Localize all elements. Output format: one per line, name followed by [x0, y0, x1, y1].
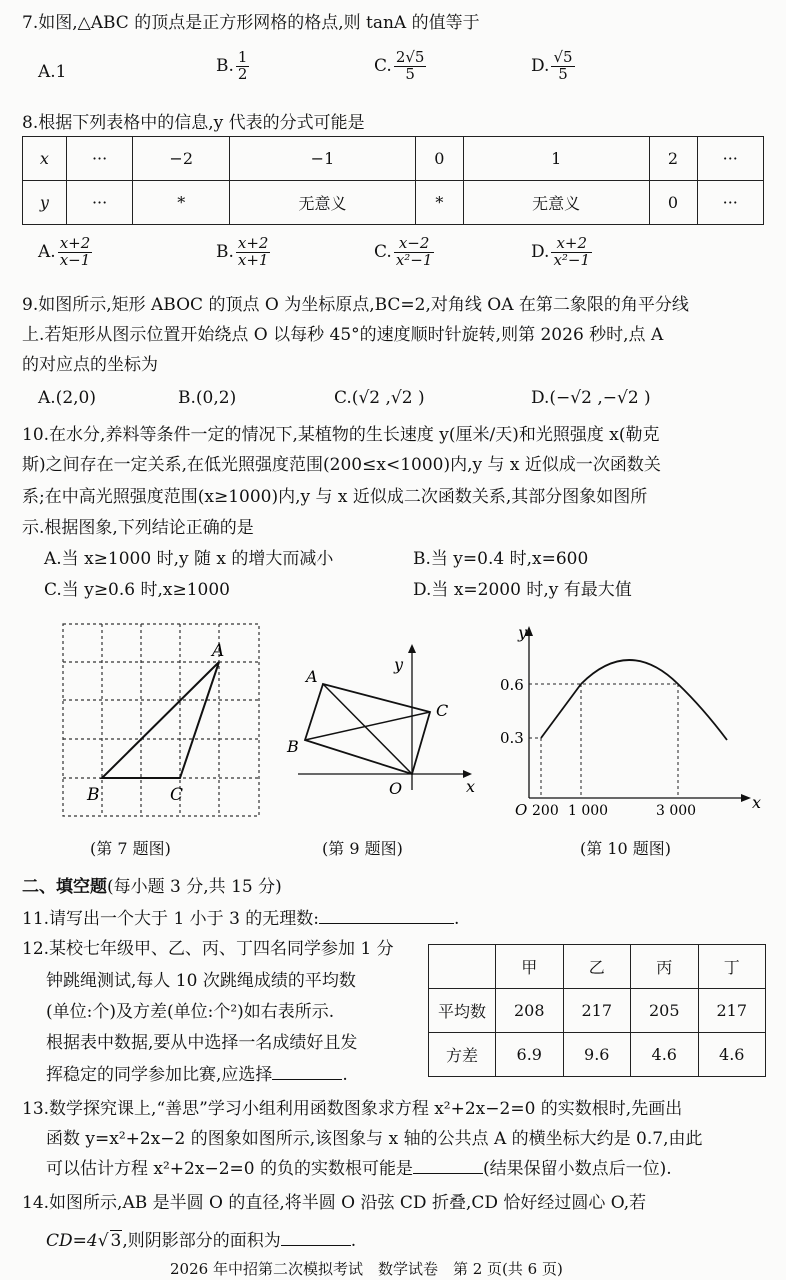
table-cell: 甲 [496, 945, 564, 989]
q9-line3: 的对应点的坐标为 [22, 355, 158, 375]
q8-a-num: x+2 [59, 234, 91, 252]
q8-b-den: x+1 [237, 250, 269, 269]
q7-c-num: 2√5 [395, 48, 425, 66]
q10-option-b: B.当 y=0.4 时,x=600 [413, 549, 589, 569]
radical-icon: √ [97, 1231, 109, 1251]
table-cell: 6.9 [496, 1033, 564, 1077]
q14-end: . [350, 1231, 357, 1251]
table-cell: ··· [697, 137, 764, 181]
q7-option-b [216, 50, 249, 83]
q10-line1: 10.在水分,养料等条件一定的情况下,某植物的生长速度 y(厘米/天)和光照强度 x(勒克 [22, 425, 660, 445]
q13-line2: 函数 y=x²+2x−2 的图象如图所示,该图象与 x 轴的公共点 A 的横坐标大约是 0.7,由此 [46, 1129, 703, 1149]
q8-d-num: x+2 [551, 236, 592, 253]
fig7-diagram [50, 618, 280, 818]
q8-d-den: x²−1 [553, 250, 591, 269]
q8-b-num: x+2 [237, 234, 269, 252]
q12-table-header [429, 945, 766, 989]
q7-stem: 7.如图,△ABC 的顶点是正方形网格的格点,则 tanA 的值等于 [22, 13, 480, 33]
q13-line3-note: (结果保留小数点后一位). [482, 1159, 672, 1179]
q7-option-c [374, 50, 426, 83]
fig9-y-arrow-icon [408, 644, 416, 653]
page-footer: 2026 年中招第二次模拟考试 数学试卷 第 2 页(共 6 页) [170, 1260, 563, 1278]
section-2-heading [22, 872, 282, 897]
q8-option-a [38, 236, 92, 269]
table-cell: 乙 [563, 945, 631, 989]
q12-line1: 12.某校七年级甲、乙、丙、丁四名同学参加 1 分 [22, 939, 394, 959]
q8-c-den: x²−1 [395, 250, 433, 269]
q9-option-d: D.(−√2 ,−√2 ) [531, 388, 651, 408]
q8-row-y [23, 181, 764, 225]
fig10-label-y: y [518, 623, 528, 642]
q7-option-a: A.1 [38, 62, 67, 82]
fig10-parabola [581, 660, 727, 740]
q10-option-c: C.当 y≥0.6 时,x≥1000 [44, 580, 230, 600]
q11 [22, 904, 459, 929]
q11-text: 11.请写出一个大于 1 小于 3 的无理数: [22, 909, 320, 929]
q12-answer-blank[interactable] [272, 1079, 342, 1080]
table-cell: ··· [66, 181, 132, 225]
table-cell: −2 [133, 137, 230, 181]
q13-answer-blank[interactable] [413, 1173, 483, 1174]
fig10-xtick-200: 200 [532, 803, 559, 818]
q12-line3: (单位:个)及方差(单位:个²)如右表所示. [46, 1002, 335, 1022]
q8-d-prefix: D. [531, 241, 550, 262]
q9-option-a: A.(2,0) [38, 388, 96, 408]
fig7-label-b: B [87, 785, 100, 805]
fig7-label-c: C [170, 785, 184, 805]
q13-line3-text: 可以估计方程 x²+2x−2=0 的负的实数根可能是 [46, 1159, 413, 1179]
table-cell: 平均数 [429, 989, 496, 1033]
fig9-label-c: C [436, 701, 449, 720]
table-cell: 丁 [698, 945, 766, 989]
table-cell: 丙 [631, 945, 699, 989]
q12-row-mean [429, 989, 766, 1033]
q14-line2-text: ,则阴影部分的面积为 [122, 1231, 281, 1251]
fig10-ytick-06: 0.6 [500, 676, 524, 694]
fig10-diagram [498, 622, 768, 818]
fig10-linear-segment [541, 684, 581, 738]
q7-d-num: √5 [553, 48, 573, 66]
q9-option-b: B.(0,2) [178, 388, 237, 408]
q8-table [22, 136, 764, 225]
table-cell: y [23, 181, 67, 225]
table-cell: 1 [463, 137, 649, 181]
q10-option-d: D.当 x=2000 时,y 有最大值 [413, 580, 632, 600]
fig7-caption: (第 7 题图) [90, 839, 171, 858]
table-cell: 0 [649, 181, 697, 225]
table-cell: 205 [631, 989, 699, 1033]
table-cell: −1 [230, 137, 416, 181]
fig9-label-x: x [466, 777, 476, 796]
table-cell: 217 [698, 989, 766, 1033]
q14-radicand: 3 [110, 1231, 122, 1251]
table-cell: * [133, 181, 230, 225]
q7-d-den: 5 [558, 64, 568, 83]
fig9-label-b: B [287, 737, 299, 756]
q12-row-variance [429, 1033, 766, 1077]
table-cell: x [23, 137, 67, 181]
q12-line5 [46, 1060, 348, 1085]
fig9-label-a: A [306, 667, 318, 686]
q14-line1: 14.如图所示,AB 是半圆 O 的直径,将半圆 O 沿弦 CD 折叠,CD 恰好经过圆心 O,若 [22, 1193, 647, 1213]
table-cell: 208 [496, 989, 564, 1033]
fig7-triangle [102, 662, 219, 778]
table-cell: ··· [66, 137, 132, 181]
q7-c-prefix: C. [374, 55, 392, 76]
q8-row-x [23, 137, 764, 181]
q10-line2: 斯)之间存在一定关系,在低光照强度范围(200≤x<1000)内,y 与 x 近似成一次函数关 [22, 455, 661, 475]
table-cell: 9.6 [563, 1033, 631, 1077]
q13-line1: 13.数学探究课上,“善思”学习小组利用函数图象求方程 x²+2x−2=0 的实数根时,先画出 [22, 1099, 683, 1119]
table-cell: ··· [697, 181, 764, 225]
fig10-xtick-1000: 1 000 [568, 803, 609, 818]
q7-c-den: 5 [405, 64, 415, 83]
q14-line2 [46, 1226, 356, 1251]
q10-option-a: A.当 x≥1000 时,y 随 x 的增大而减小 [44, 549, 334, 569]
table-cell: * [415, 181, 463, 225]
q8-option-d [531, 236, 592, 269]
q8-a-prefix: A. [38, 241, 56, 262]
fig9-caption: (第 9 题图) [322, 839, 403, 858]
table-cell [429, 945, 496, 989]
section-2-note: (每小题 3 分,共 15 分) [107, 877, 282, 897]
section-2-title: 二、填空题 [22, 877, 107, 897]
q7-d-prefix: D. [531, 55, 550, 76]
table-cell: 无意义 [463, 181, 649, 225]
q10-line3: 系;在中高光照强度范围(x≥1000)内,y 与 x 近似成二次函数关系,其部分图象如图所 [22, 487, 648, 507]
table-cell: 4.6 [698, 1033, 766, 1077]
table-cell: 217 [563, 989, 631, 1033]
table-cell: 方差 [429, 1033, 496, 1077]
q12-end: . [342, 1065, 348, 1085]
fig10-caption: (第 10 题图) [580, 839, 672, 858]
q11-answer-blank[interactable] [319, 923, 454, 924]
fig10-guides [529, 684, 678, 798]
q12-line4: 根据表中数据,要从中选择一名成绩好且发 [46, 1033, 358, 1053]
q11-end: . [454, 909, 460, 929]
q8-b-prefix: B. [216, 241, 234, 262]
q10-line4: 示.根据图象,下列结论正确的是 [22, 518, 254, 538]
q13-line3 [46, 1154, 672, 1179]
table-cell: 4.6 [631, 1033, 699, 1077]
q8-option-b [216, 236, 270, 269]
q8-a-den: x−1 [59, 250, 91, 269]
fig9-label-y: y [394, 655, 404, 674]
q7-b-den: 2 [237, 64, 248, 83]
q14-answer-blank[interactable] [281, 1245, 351, 1246]
fig9-label-o: O [389, 779, 403, 798]
q12-table [428, 944, 766, 1077]
fig9-diagram [280, 640, 490, 810]
table-cell: 无意义 [230, 181, 416, 225]
q8-c-prefix: C. [374, 241, 392, 262]
q12-line5-text: 挥稳定的同学参加比赛,应选择 [46, 1065, 273, 1085]
q8-c-num: x−2 [394, 236, 435, 253]
q9-line2: 上.若矩形从图示位置开始绕点 O 以每秒 45°的速度顺时针旋转,则第 2026 秒时,点 A [22, 325, 664, 345]
fig10-x-arrow-icon [741, 794, 751, 802]
q7-b-num: 1 [237, 48, 248, 66]
q14-cd-eq: CD=4 [46, 1231, 98, 1251]
table-cell: 0 [415, 137, 463, 181]
fig10-label-x: x [752, 793, 762, 812]
table-cell: 2 [649, 137, 697, 181]
fig9-diagonal-bc [305, 712, 430, 740]
q12-line2: 钟跳绳测试,每人 10 次跳绳成绩的平均数 [46, 971, 356, 991]
q8-option-c [374, 236, 434, 269]
fig10-label-origin: O [515, 801, 528, 818]
q9-line1: 9.如图所示,矩形 ABOC 的顶点 O 为坐标原点,BC=2,对角线 OA 在第二象限的角平分线 [22, 295, 689, 315]
q9-option-c: C.(√2 ,√2 ) [334, 388, 425, 408]
q7-b-prefix: B. [216, 55, 234, 76]
fig10-xtick-3000: 3 000 [656, 803, 697, 818]
q7-option-d [531, 50, 575, 83]
fig10-ytick-03: 0.3 [500, 729, 524, 747]
fig7-label-a: A [212, 641, 225, 661]
q8-stem: 8.根据下列表格中的信息,y 代表的分式可能是 [22, 113, 365, 133]
